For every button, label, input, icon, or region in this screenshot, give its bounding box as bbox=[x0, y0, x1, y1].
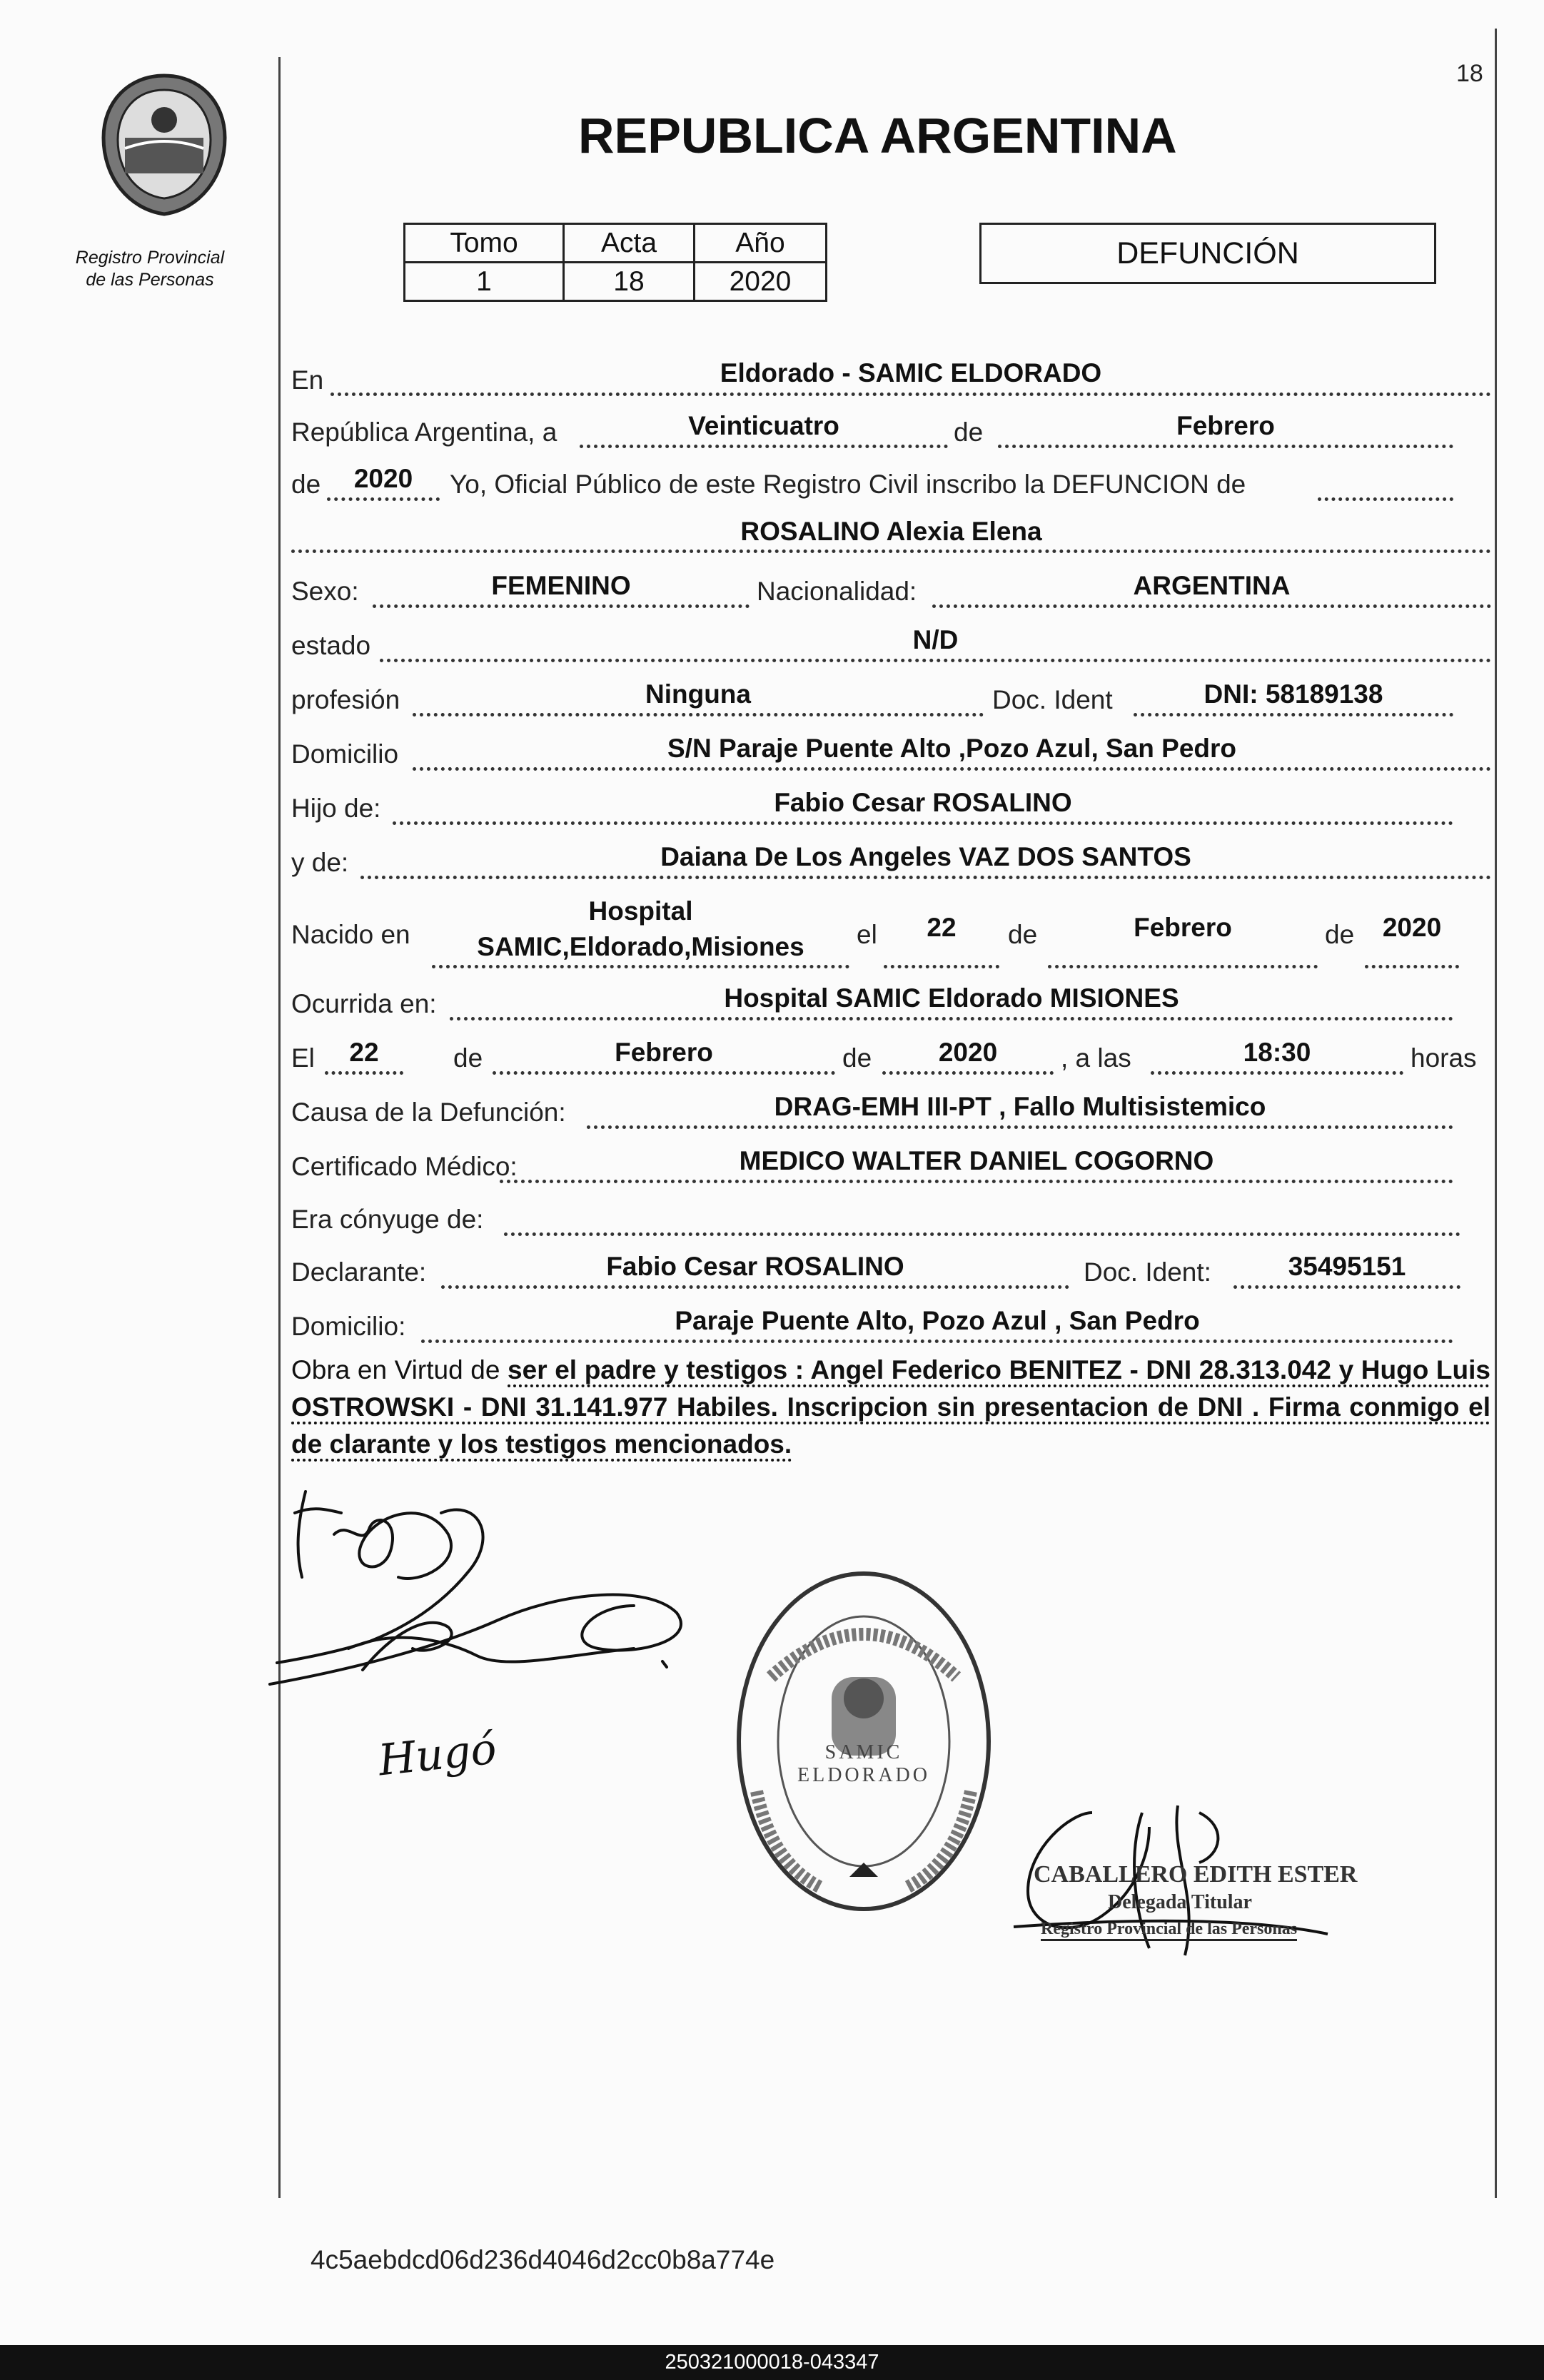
official-title: Delegada Titular bbox=[1108, 1891, 1252, 1913]
sexo-value: FEMENINO bbox=[491, 571, 631, 600]
death-time-dots bbox=[1151, 1071, 1403, 1075]
official-office: Registro Provincial de las Personas bbox=[1041, 1920, 1297, 1941]
signature-hugo: Hugó bbox=[375, 1723, 499, 1786]
death-year-dots bbox=[882, 1071, 1054, 1075]
page-title: REPUBLICA ARGENTINA bbox=[578, 108, 1177, 163]
certificado-label: Certificado Médico: bbox=[291, 1152, 518, 1181]
ocurrida-value: Hospital SAMIC Eldorado MISIONES bbox=[724, 983, 1179, 1013]
profesion-value: Ninguna bbox=[645, 679, 751, 709]
official-name: CABALLERO EDITH ESTER bbox=[1034, 1861, 1358, 1888]
causa-dots bbox=[587, 1125, 1453, 1129]
anio-header: Año bbox=[695, 224, 827, 263]
certificado-value: MEDICO WALTER DANIEL COGORNO bbox=[739, 1146, 1214, 1175]
domicilio-value: S/N Paraje Puente Alto ,Pozo Azul, San Pedro bbox=[667, 734, 1237, 763]
yde-label: y de: bbox=[291, 848, 349, 877]
left-margin-line bbox=[278, 57, 281, 2198]
ocurrida-label: Ocurrida en: bbox=[291, 989, 437, 1018]
obra-label: Obra en Virtud de bbox=[291, 1355, 500, 1384]
decl-domicilio-value: Paraje Puente Alto, Pozo Azul , San Pedro bbox=[675, 1306, 1200, 1335]
obra-paragraph bbox=[291, 1352, 1490, 1463]
horas-label: horas bbox=[1411, 1043, 1477, 1073]
alas-label: , a las bbox=[1061, 1043, 1131, 1073]
obra-value: ser el padre y testigos : Angel Federico BENITEZ - DNI 28.313.042 y Hugo Luis OSTROWSKI - DNI 31.141.977 Habiles. Inscripcion sin presentacion de DNI . Firma conmigo el de clarante y los testigos mencionados. bbox=[291, 1355, 1490, 1459]
tomo-value: 1 bbox=[405, 263, 564, 301]
de-label-2: de bbox=[291, 470, 321, 499]
causa-label: Causa de la Defunción: bbox=[291, 1098, 566, 1127]
death-day-dots bbox=[325, 1071, 403, 1075]
de-label: de bbox=[954, 417, 984, 447]
declarante-label: Declarante: bbox=[291, 1257, 427, 1287]
death-month: Febrero bbox=[615, 1038, 713, 1067]
deceased-name: ROSALINO Alexia Elena bbox=[740, 517, 1042, 546]
nacido-value-2: SAMIC,Eldorado,Misiones bbox=[477, 932, 804, 961]
decl-doc-label: Doc. Ident: bbox=[1084, 1257, 1211, 1287]
nacido-year-dots bbox=[1365, 965, 1459, 968]
doc-ident-label: Doc. Ident bbox=[992, 685, 1113, 714]
doc-ident-value: DNI: 58189138 bbox=[1204, 679, 1383, 709]
acta-header: Acta bbox=[564, 224, 695, 263]
acta-value: 18 bbox=[564, 263, 695, 301]
right-margin-line bbox=[1495, 29, 1497, 2198]
registration-month: Febrero bbox=[1176, 411, 1275, 440]
death-year: 2020 bbox=[938, 1038, 998, 1067]
registration-year: 2020 bbox=[353, 464, 413, 493]
republica-label: República Argentina, a bbox=[291, 417, 557, 447]
nacido-label: Nacido en bbox=[291, 920, 410, 949]
yde-value: Daiana De Los Angeles VAZ DOS SANTOS bbox=[660, 842, 1191, 871]
de-label-4: de bbox=[1325, 920, 1355, 949]
doc-ident-dots bbox=[1134, 713, 1453, 716]
de-label-5: de bbox=[453, 1043, 483, 1073]
signatures-scribbles bbox=[263, 1470, 720, 1727]
estado-dots bbox=[380, 659, 1491, 662]
certificado-dots bbox=[500, 1180, 1453, 1183]
stamp-inner-text: SAMIC ELDORADO bbox=[797, 1741, 930, 1786]
declarante-value: Fabio Cesar ROSALINO bbox=[606, 1252, 904, 1281]
registry-caption: Registro Provincial de las Personas bbox=[75, 248, 225, 290]
nacido-dots bbox=[432, 965, 849, 968]
nacionalidad-label: Nacionalidad: bbox=[757, 577, 917, 606]
sexo-dots bbox=[373, 604, 750, 608]
hijo-value: Fabio Cesar ROSALINO bbox=[774, 788, 1072, 817]
nacido-month-dots bbox=[1048, 965, 1318, 968]
ocurrida-dots bbox=[450, 1017, 1453, 1021]
sexo-label: Sexo: bbox=[291, 577, 359, 606]
nacido-value-1: Hospital bbox=[588, 896, 693, 926]
decl-domicilio-label: Domicilio: bbox=[291, 1312, 406, 1341]
domicilio-label: Domicilio bbox=[291, 739, 399, 769]
de-label-3: de bbox=[1008, 920, 1038, 949]
document-hash: 4c5aebdcd06d236d4046d2cc0b8a774e bbox=[311, 2245, 775, 2274]
domicilio-dots bbox=[413, 767, 1491, 771]
month-dots bbox=[998, 445, 1453, 448]
page-number: 18 bbox=[1456, 60, 1483, 87]
nacido-day: 22 bbox=[927, 913, 957, 942]
misiones-seal-logo bbox=[93, 70, 236, 220]
conyuge-dots bbox=[504, 1232, 1460, 1236]
hijo-label: Hijo de: bbox=[291, 794, 381, 823]
estado-label: estado bbox=[291, 631, 371, 660]
day-dots bbox=[580, 445, 948, 448]
death-day: 22 bbox=[349, 1038, 379, 1067]
decl-doc-dots bbox=[1233, 1285, 1460, 1289]
footer-barcode-code: 250321000018-043347 bbox=[0, 2345, 1544, 2380]
document-type-box bbox=[979, 223, 1436, 284]
profesion-label: profesión bbox=[291, 685, 400, 714]
el-label: el bbox=[857, 920, 877, 949]
nacionalidad-value: ARGENTINA bbox=[1133, 571, 1291, 600]
nacido-day-dots bbox=[884, 965, 999, 968]
decl-doc-value: 35495151 bbox=[1288, 1252, 1406, 1281]
el-label-2: El bbox=[291, 1043, 315, 1073]
registry-table bbox=[403, 223, 827, 302]
en-value: Eldorado - SAMIC ELDORADO bbox=[720, 358, 1102, 388]
anio-value: 2020 bbox=[695, 263, 827, 301]
de-label-6: de bbox=[842, 1043, 872, 1073]
conyuge-label: Era cónyuge de: bbox=[291, 1205, 484, 1234]
profesion-dots bbox=[413, 713, 984, 716]
nacido-month: Febrero bbox=[1134, 913, 1232, 942]
en-label: En bbox=[291, 365, 324, 395]
oficial-text: Yo, Oficial Público de este Registro Civil inscribo la DEFUNCION de bbox=[450, 470, 1246, 499]
death-month-dots bbox=[493, 1071, 835, 1075]
decl-domicilio-dots bbox=[421, 1340, 1453, 1343]
yde-dots bbox=[360, 876, 1491, 879]
nacionalidad-dots bbox=[932, 604, 1491, 608]
document-type: DEFUNCIÓN bbox=[1116, 236, 1299, 270]
oficial-dots bbox=[1318, 497, 1453, 501]
year-dots bbox=[327, 497, 440, 501]
declarante-dots bbox=[441, 1285, 1069, 1289]
hijo-dots bbox=[393, 821, 1453, 825]
registration-day: Veinticuatro bbox=[688, 411, 839, 440]
death-time: 18:30 bbox=[1243, 1038, 1311, 1067]
en-dots bbox=[331, 393, 1491, 396]
estado-value: N/D bbox=[912, 625, 959, 654]
tomo-header: Tomo bbox=[405, 224, 564, 263]
name-dots bbox=[291, 550, 1491, 553]
nacido-year: 2020 bbox=[1382, 913, 1442, 942]
causa-value: DRAG-EMH III-PT , Fallo Multisistemico bbox=[774, 1092, 1266, 1121]
